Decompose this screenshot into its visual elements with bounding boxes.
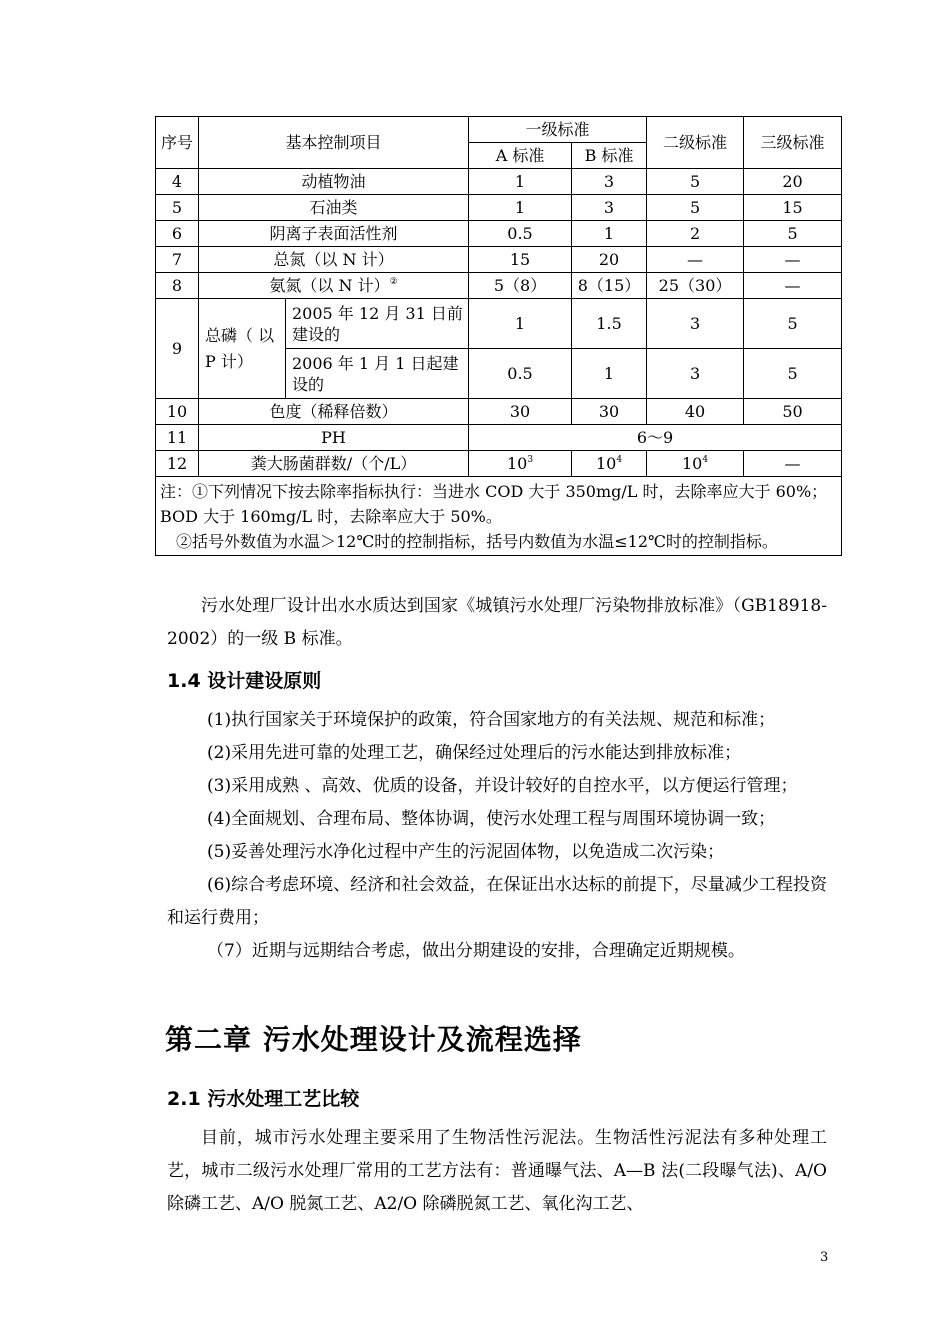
cell-a: 0.5 [469, 221, 572, 247]
cell-a: 15 [469, 247, 572, 273]
cell-seq: 10 [156, 399, 199, 425]
section-heading-2-1: 2.1 污水处理工艺比较 [167, 1088, 360, 1110]
list-item: (2)采用先进可靠的处理工艺，确保经过处理后的污水能达到排放标准； [207, 743, 742, 763]
cell-l3: — [744, 451, 842, 477]
cell-b [572, 451, 647, 477]
table-row [156, 273, 842, 299]
header-item: 基本控制项目 [199, 117, 469, 169]
cell-a: 0.5 [469, 349, 572, 399]
cell-item: 石油类 [199, 195, 469, 221]
cell-l3: 15 [744, 195, 842, 221]
table-row [156, 451, 842, 477]
value-base: 10 [506, 454, 528, 473]
item-text: 氨氮（以 N 计） [269, 276, 390, 295]
cell-l2: 25（30） [647, 273, 744, 299]
cell-l3: 50 [744, 399, 842, 425]
table-row [156, 195, 842, 221]
cell-item: 色度（稀释倍数） [199, 399, 469, 425]
header-level1-a: A 标准 [469, 143, 572, 169]
table-row [156, 299, 842, 349]
list-item: (1)执行国家关于环境保护的政策，符合国家地方的有关法规、规范和标准； [207, 710, 776, 730]
table-row [156, 425, 842, 451]
cell-b: 3 [572, 169, 647, 195]
cell-a: 1 [469, 195, 572, 221]
list-item: (4)全面规划、合理布局、整体协调，使污水处理工程与周围环境协调一致； [207, 809, 776, 829]
cell-l2: 2 [647, 221, 744, 247]
cell-l3: 5 [744, 221, 842, 247]
cell-l2: — [647, 247, 744, 273]
cell-total-phosphorus: 总磷（ 以 P 计） [199, 299, 286, 399]
list-item: （7）近期与远期结合考虑，做出分期建设的安排，合理确定近期规模。 [207, 941, 745, 961]
cell-seq: 4 [156, 169, 199, 195]
cell-l2: 5 [647, 169, 744, 195]
cell-b: 1 [572, 349, 647, 399]
principle-list [167, 704, 827, 968]
list-item: (5)妥善处理污水净化过程中产生的污泥固体物，以免造成二次污染； [207, 842, 725, 862]
cell-l2: 5 [647, 195, 744, 221]
cell-l3: 20 [744, 169, 842, 195]
cell-b: 30 [572, 399, 647, 425]
cell-l3: 5 [744, 299, 842, 349]
process-paragraph: 目前，城市污水处理主要采用了生物活性污泥法。生物活性污泥法有多种处理工艺，城市二级污水处理厂常用的工艺方法有：普通曝气法、A—B 法(二段曝气法)、A/O 除磷工艺、A/O 脱氮工艺、A2/O 除磷脱氮工艺、氧化沟工艺、 [167, 1128, 827, 1214]
cell-item: PH [199, 425, 469, 451]
cell-l3: — [744, 247, 842, 273]
cell-seq: 6 [156, 221, 199, 247]
cell-item: 粪大肠菌群数/（个/L） [199, 451, 469, 477]
cell-sub-label: 2005 年 12 月 31 日前建设的 [286, 299, 469, 349]
cell-seq: 5 [156, 195, 199, 221]
cell-l2: 40 [647, 399, 744, 425]
value-exponent: 4 [616, 455, 623, 465]
value-base: 10 [595, 454, 617, 473]
table-row [156, 221, 842, 247]
cell-seq: 8 [156, 273, 199, 299]
cell-l2 [647, 451, 744, 477]
header-seq: 序号 [156, 117, 199, 169]
list-item: (3)采用成熟 、高效、优质的设备，并设计较好的自控水平，以方便运行管理； [207, 776, 798, 796]
header-level3: 三级标准 [744, 117, 842, 169]
cell-b: 8（15） [572, 273, 647, 299]
cell-a [469, 451, 572, 477]
table-row [156, 399, 842, 425]
cell-seq: 9 [156, 299, 199, 399]
cell-a: 30 [469, 399, 572, 425]
note-2: ②括号外数值为水温＞12℃时的控制指标，括号内数值为水温≤12℃时的控制指标。 [176, 532, 778, 551]
cell-l3: 5 [744, 349, 842, 399]
cell-b: 20 [572, 247, 647, 273]
value-exponent: 4 [702, 455, 709, 465]
discharge-standard-table [155, 116, 842, 556]
cell-seq: 11 [156, 425, 199, 451]
cell-b: 1 [572, 221, 647, 247]
value-exponent: 3 [527, 455, 534, 465]
value-base: 10 [681, 454, 703, 473]
cell-item: 阴离子表面活性剂 [199, 221, 469, 247]
table-notes-row [156, 477, 842, 556]
header-level2: 二级标准 [647, 117, 744, 169]
intro-paragraph: 污水处理厂设计出水水质达到国家《城镇污水处理厂污染物排放标准》（GB18918-2002）的一级 B 标准。 [167, 596, 827, 649]
cell-sub-label: 2006 年 1 月 1 日起建设的 [286, 349, 469, 399]
cell-item [199, 273, 469, 299]
table-row [156, 169, 842, 195]
cell-seq: 7 [156, 247, 199, 273]
cell-a: 1 [469, 299, 572, 349]
chapter-title: 第二章 污水处理设计及流程选择 [165, 1023, 582, 1056]
note-1: 注：①下列情况下按去除率指标执行：当进水 COD 大于 350mg/L 时，去除率应大于 60%；BOD 大于 160mg/L 时，去除率应大于 50%。 [160, 482, 828, 526]
cell-a: 1 [469, 169, 572, 195]
list-item: (6)综合考虑环境、经济和社会效益，在保证出水达标的前提下，尽量减少工程投资和运行费用； [167, 875, 827, 928]
cell-b: 3 [572, 195, 647, 221]
table-row [156, 247, 842, 273]
cell-l2: 3 [647, 299, 744, 349]
page-number: 3 [820, 1250, 829, 1265]
table-notes [156, 477, 842, 556]
cell-l3: — [744, 273, 842, 299]
section-heading-1-4: 1.4 设计建设原则 [167, 670, 322, 692]
header-level1: 一级标准 [469, 117, 647, 143]
cell-b: 1.5 [572, 299, 647, 349]
cell-item: 动植物油 [199, 169, 469, 195]
cell-item: 总氮（以 N 计） [199, 247, 469, 273]
cell-a: 5（8） [469, 273, 572, 299]
header-level1-b: B 标准 [572, 143, 647, 169]
cell-seq: 12 [156, 451, 199, 477]
cell-l2: 3 [647, 349, 744, 399]
footnote-marker: ② [389, 277, 398, 287]
cell-ph-range: 6～9 [469, 425, 842, 451]
